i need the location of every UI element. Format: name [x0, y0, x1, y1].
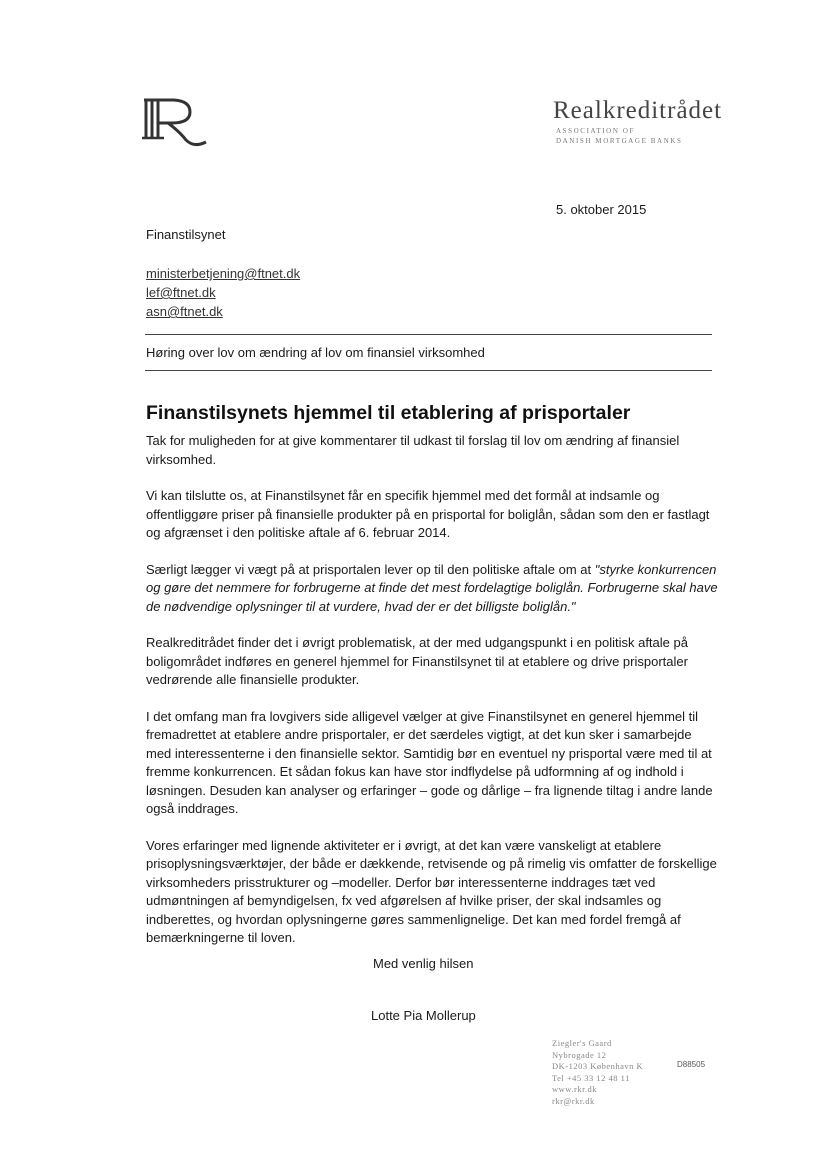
letter-body — [146, 432, 718, 966]
paragraph: I det omfang man fra lovgivers side alligevel vælger at give Finanstilsynet en generel hjemmel til fremadrettet at etablere andre prisportaler, er det særdeles vigtigt, at det kun sker i samarbejde med interessenterne i den finansielle sektor. Samtidig bør en eventuel ny prisportal være med til at fremme konkurrencen. Et sådan fokus kan have stor indflydelse på udformning af og indhold i løsningen. Desuden kan analyser og erfaringer – gode og dårlige – fra lignende tiltag i andre lande også inddrages. — [146, 708, 713, 816]
address-line: rkr@rkr.dk — [552, 1095, 595, 1106]
footer-address — [552, 1038, 643, 1107]
email-link[interactable]: ministerbetjening@ftnet.dk — [146, 266, 301, 281]
email-list — [146, 264, 300, 321]
address-line: DK-1203 København K — [552, 1061, 644, 1071]
email-link[interactable]: lef@ftnet.dk — [146, 285, 216, 300]
email-link[interactable]: asn@ftnet.dk — [146, 304, 223, 319]
brand-subtitle-line: ASSOCIATION OF — [556, 127, 635, 135]
paragraph — [146, 561, 718, 617]
divider — [145, 334, 712, 335]
brand-subtitle — [556, 126, 683, 146]
logo-r-icon — [140, 92, 212, 152]
document-number: D88505 — [677, 1060, 706, 1069]
quote: "styrke konkurrencen og gøre det nemmere for forbrugerne at finde det mest fordelagtige boliglån. Forbrugerne skal have de nødvendige oplysninger til at vurdere, hvad der er det billigste boliglån." — [146, 561, 718, 614]
subject-line: Høring over lov om ændring af lov om finansiel virksomhed — [146, 345, 485, 360]
address-line: Tel +45 33 12 48 11 — [552, 1072, 630, 1083]
recipient: Finanstilsynet — [146, 227, 226, 242]
paragraph: Tak for muligheden for at give kommentarer til udkast til forslag til lov om ændring af finansiel virksomhed. — [146, 433, 680, 467]
divider — [145, 370, 712, 371]
brand-name: Realkreditrådet — [553, 97, 723, 124]
letter-date: 5. oktober 2015 — [556, 202, 647, 217]
address-line: www.rkr.dk — [552, 1084, 598, 1094]
letter-heading: Finanstilsynets hjemmel til etablering af prisportaler — [146, 402, 631, 424]
address-line: Ziegler's Gaard — [552, 1038, 612, 1048]
paragraph: Vi kan tilslutte os, at Finanstilsynet får en specifik hjemmel med det formål at indsamle og offentliggøre priser på finansielle produkter på en prisportal for boliglån, sådan som den er fastlagt og afgrænset i den politiske aftale af 6. februar 2014. — [146, 488, 710, 540]
closing: Med venlig hilsen — [373, 956, 474, 971]
brand-subtitle-line: DANISH MORTGAGE BANKS — [556, 137, 683, 145]
signer-name: Lotte Pia Mollerup — [371, 1008, 476, 1023]
logo-mark — [140, 92, 212, 152]
paragraph-text: Særligt lægger vi vægt på at prisportalen lever op til den politiske aftale om at — [146, 561, 595, 577]
paragraph: Vores erfaringer med lignende aktiviteter er i øvrigt, at det kan være vanskeligt at etablere prisoplysningsværktøjer, der både er dækkende, retvisende og på rimelig vis omfatter de forskellige virksomheders prisstrukturer og –modeller. Derfor bør interessenterne inddrages tæt ved udmøntningen af bemyndigelsen, fx ved afgørelsen af hvilke priser, der skal indsamles og indberettes, og hvordan oplysningerne gøres sammenlignelige. Det kan med fordel fremgå af bemærkningerne til loven. — [146, 837, 717, 945]
address-line: Nybrogade 12 — [552, 1049, 607, 1060]
paragraph: Realkreditrådet finder det i øvrigt problematisk, at der med udgangspunkt i en politisk aftale på boligområdet indføres en generel hjemmel for Finanstilsynet til at etablere og drive prisportaler vedrørende alle finansielle produkter. — [146, 635, 688, 687]
